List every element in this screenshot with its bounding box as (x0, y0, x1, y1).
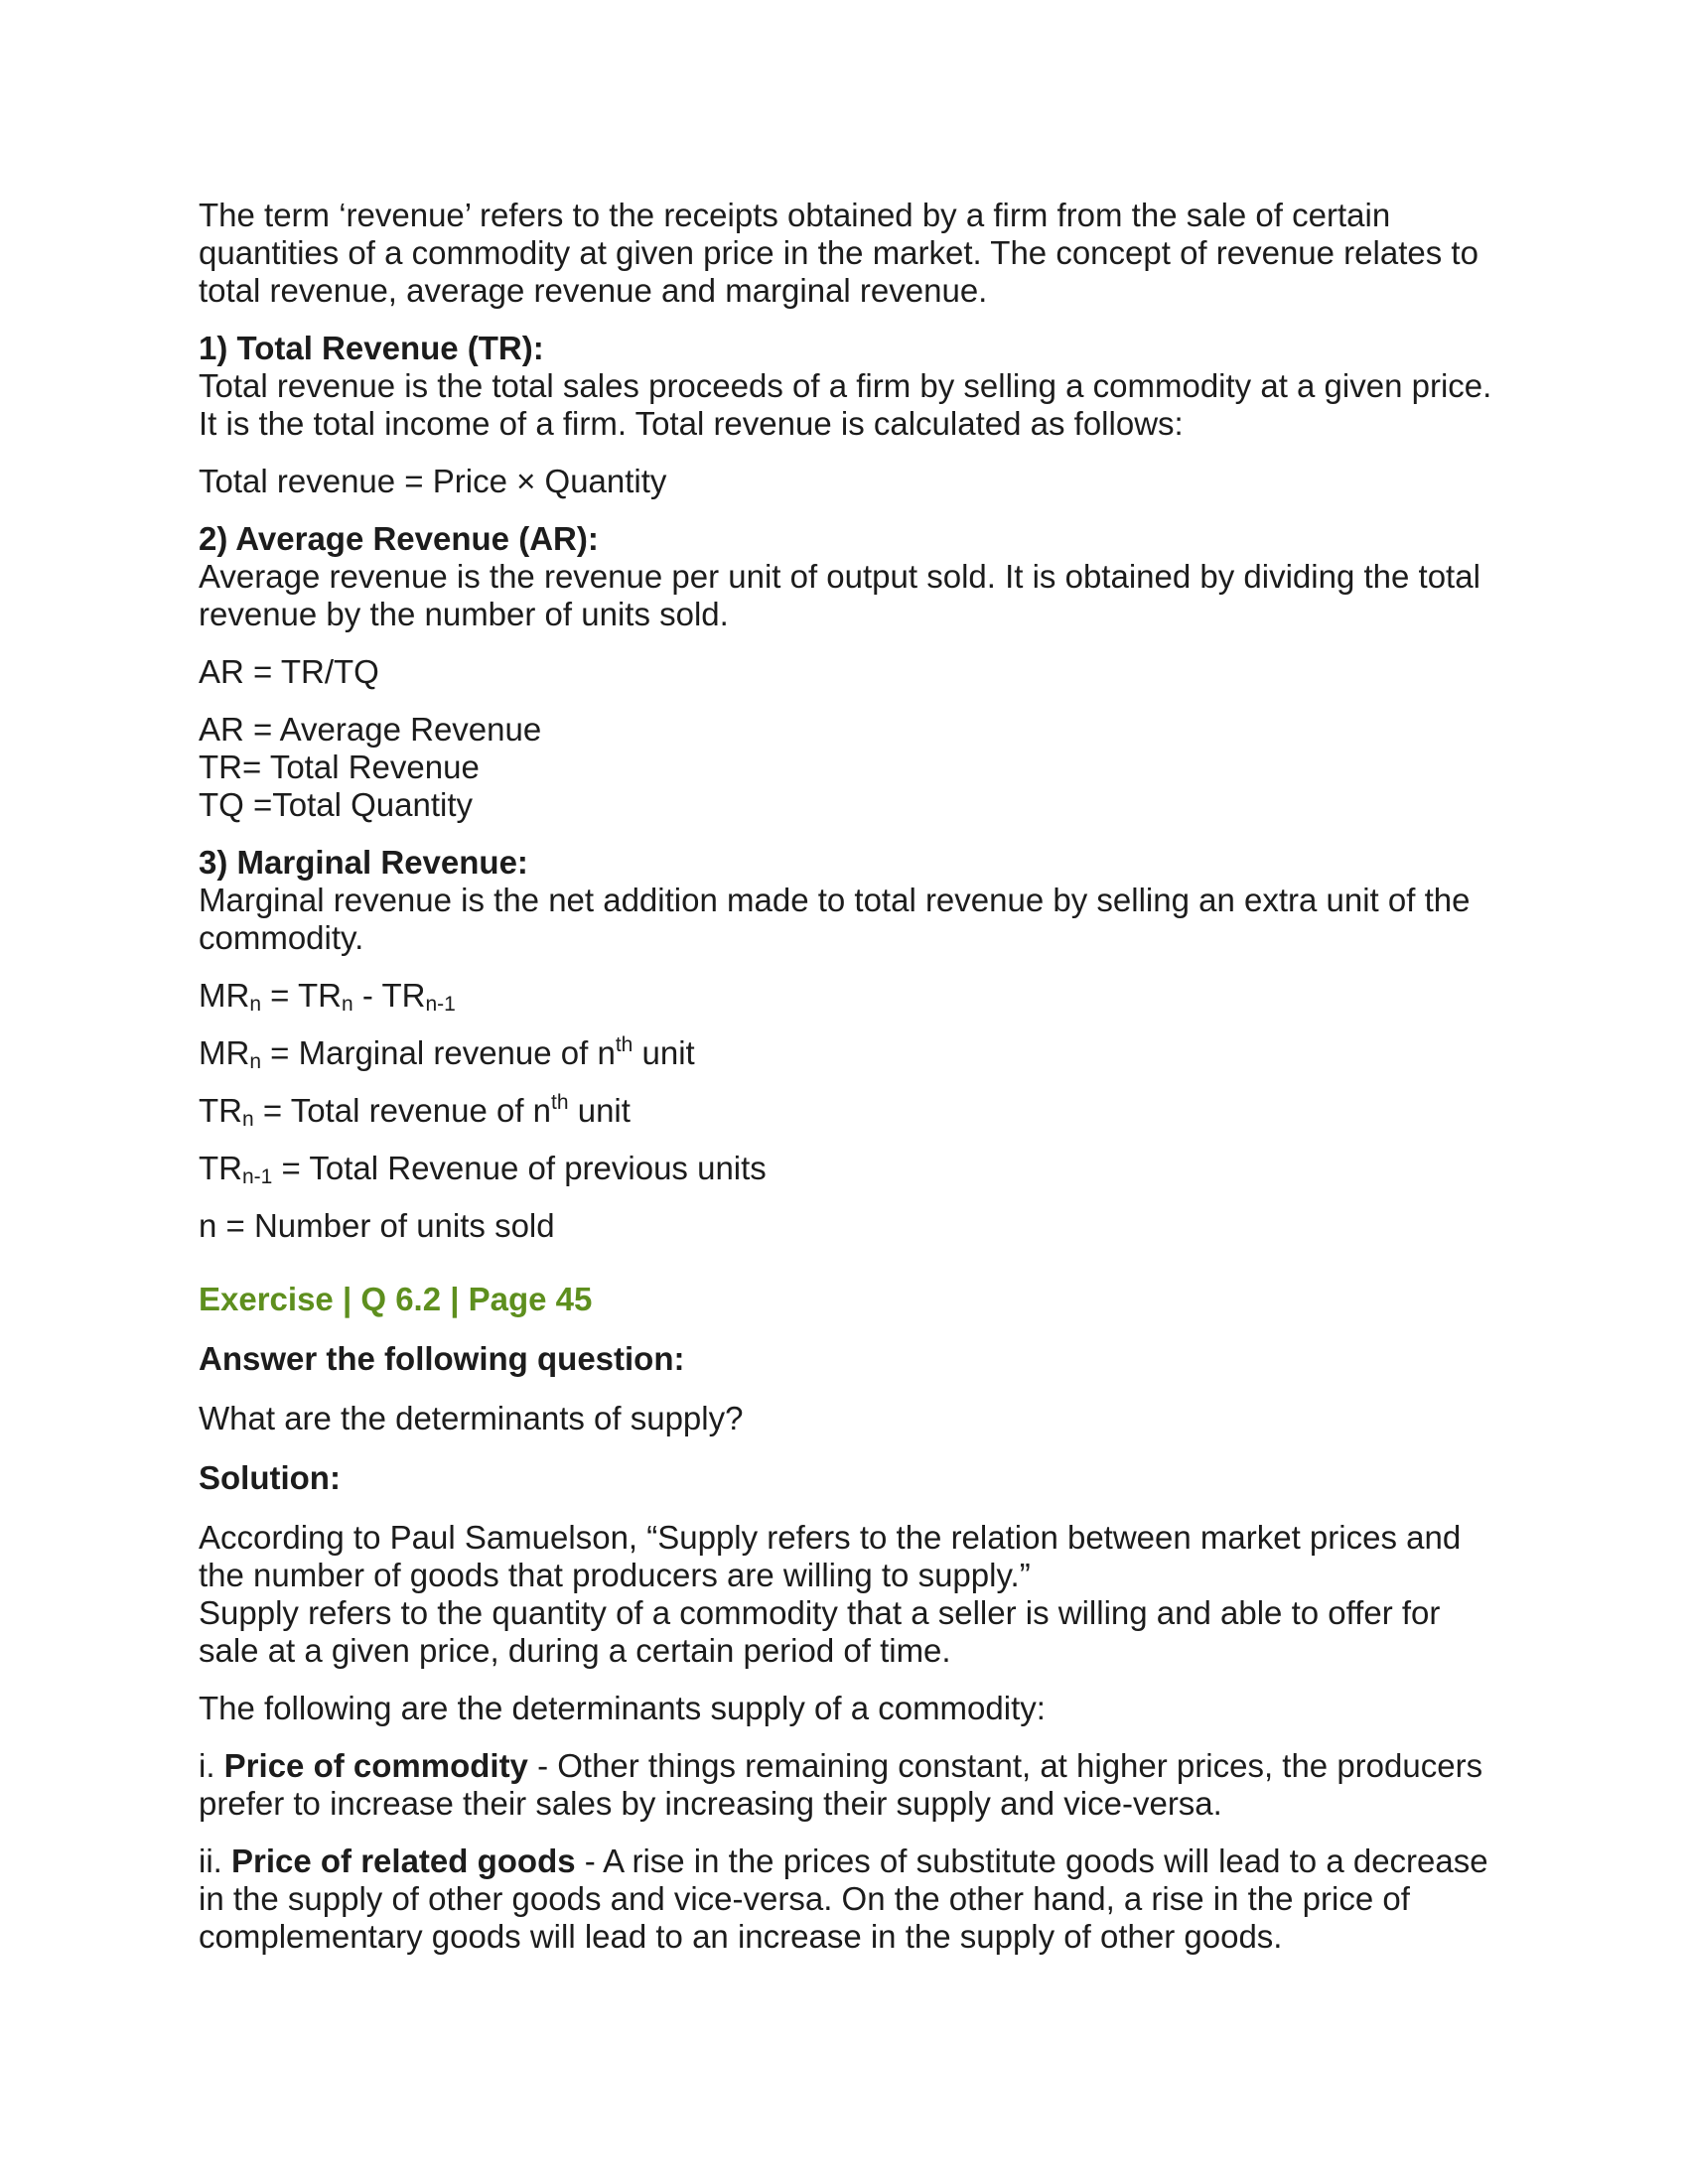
definition-text: = Marginal revenue of n (261, 1034, 616, 1071)
question-text: What are the determinants of supply? (199, 1400, 744, 1436)
definition-superscript: th (551, 1091, 569, 1114)
formula-term: = TR (261, 977, 343, 1014)
formula-subscript: n (249, 993, 262, 1016)
solution-paragraph: Supply refers to the quantity of a commodity that a seller is willing and able to offer for sale at a given price, during a certain period of time. (199, 1594, 1441, 1669)
item-number: i. (199, 1747, 224, 1784)
formula-subscript: n-1 (425, 993, 456, 1016)
formula-term: - TR (352, 977, 426, 1014)
tr-prev-definition (199, 1150, 1509, 1187)
definition-text: unit (633, 1034, 695, 1071)
determinant-item (199, 1747, 1509, 1823)
n-definition: n = Number of units sold (199, 1207, 555, 1244)
definition-text: unit (568, 1092, 631, 1129)
definition-term: MR (199, 1034, 250, 1071)
mr-formula (199, 977, 1509, 1015)
mr-description: Marginal revenue is the net addition made to total revenue by selling an extra unit of the commodity. (199, 882, 1471, 956)
definition-term: TR (199, 1092, 242, 1129)
definition-text: = Total revenue of n (253, 1092, 552, 1129)
definition-superscript: th (615, 1033, 633, 1056)
tr-heading: 1) Total Revenue (TR): (199, 330, 544, 366)
tr-description: Total revenue is the total sales proceeds of a firm by selling a commodity at a given price. It is the total income of a firm. Total revenue is calculated as follows: (199, 367, 1492, 442)
ar-legend-line: AR = Average Revenue (199, 711, 542, 748)
mr-heading: 3) Marginal Revenue: (199, 844, 528, 881)
question-prompt: Answer the following question: (199, 1340, 685, 1377)
determinant-item (199, 1843, 1509, 1956)
tr-formula: Total revenue = Price × Quantity (199, 463, 667, 499)
definition-subscript: n-1 (242, 1165, 273, 1188)
definition-text: = Total Revenue of previous units (272, 1150, 767, 1186)
ar-legend-line: TR= Total Revenue (199, 749, 480, 785)
exercise-reference: Exercise | Q 6.2 | Page 45 (199, 1281, 593, 1317)
formula-term: MR (199, 977, 250, 1014)
mr-definition (199, 1034, 1509, 1072)
definition-subscript: n (249, 1050, 262, 1073)
item-title: Price of related goods (231, 1843, 576, 1879)
ar-legend-line: TQ =Total Quantity (199, 786, 474, 823)
intro-paragraph: The term ‘revenue’ refers to the receipts obtained by a firm from the sale of certain quantities of a commodity at given price in the market. The concept of revenue relates to total revenue, average revenue and marginal revenue. (199, 197, 1478, 309)
ar-formula: AR = TR/TQ (199, 653, 379, 690)
ar-heading: 2) Average Revenue (AR): (199, 520, 599, 557)
ar-description: Average revenue is the revenue per unit of output sold. It is obtained by dividing the total revenue by the number of units sold. (199, 558, 1480, 632)
solution-label: Solution: (199, 1459, 341, 1496)
definition-term: TR (199, 1150, 242, 1186)
item-text: - A rise in the prices of substitute goods will lead to a decrease in the supply of other goods and vice-versa. On the other hand, a rise in the price of complementary goods will lead to an increase in the supply of other goods. (199, 1843, 1488, 1955)
solution-paragraph: According to Paul Samuelson, “Supply refers to the relation between market prices and the number of goods that producers are willing to supply.” (199, 1519, 1462, 1593)
document-page (199, 197, 1509, 1956)
definition-subscript: n (242, 1108, 254, 1131)
item-text: - Other things remaining constant, at higher prices, the producers prefer to increase their sales by increasing their supply and vice-versa. (199, 1747, 1483, 1822)
item-title: Price of commodity (223, 1747, 528, 1784)
solution-paragraph: The following are the determinants supply of a commodity: (199, 1690, 1046, 1726)
tr-n-definition (199, 1092, 1509, 1130)
formula-subscript: n (342, 993, 353, 1016)
item-number: ii. (199, 1843, 231, 1879)
